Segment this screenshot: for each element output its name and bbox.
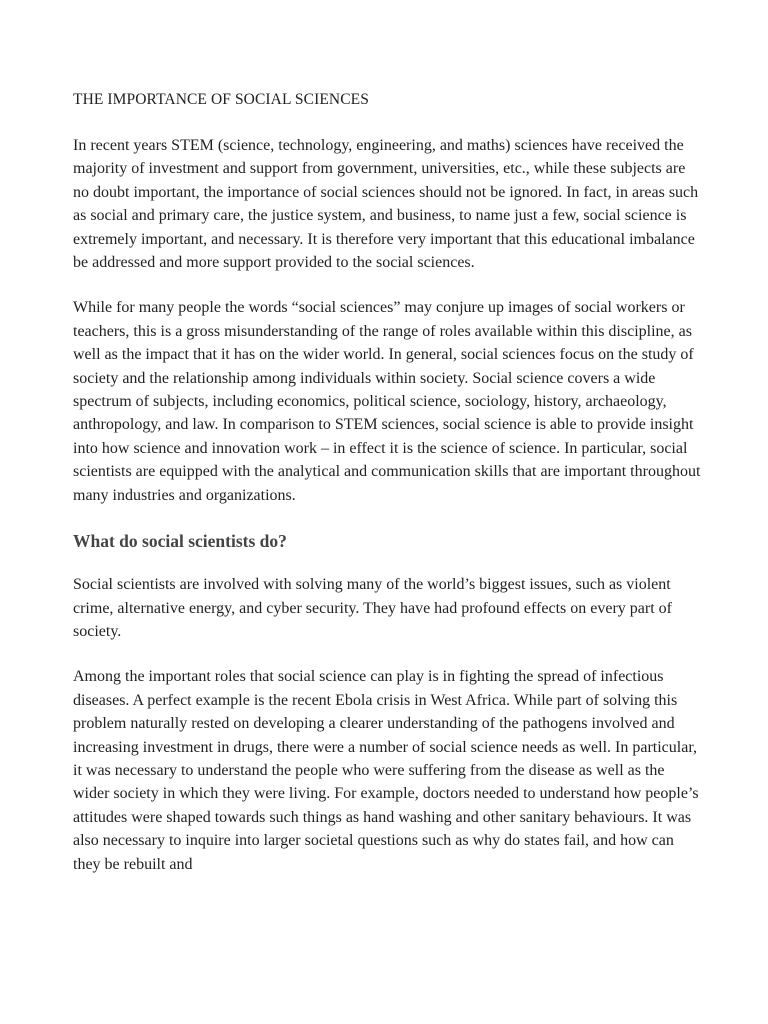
paragraph-world-issues: Social scientists are involved with solving many of the world’s biggest issues, such as violent crime, alternative energy, and cyber security. They have had profound effects on every part of society.: [73, 576, 673, 640]
paragraph-infectious-diseases: Among the important roles that social science can play is in fighting the spread of infectious diseases. A perfect example is the recent Ebola crisis in West Africa. While part of solving this problem naturally rested on developing a clearer understanding of the pathogens involved and increasing investment in drugs, there were a number of social science needs as well. In particular, it was necessary to understand the people who were suffering from the disease as well as the wider society in which they were living. For example, doctors needed to understand how people’s attitudes were shaped towards such things as hand washing and other sanitary behaviours. It was also necessary to inquire into larger societal questions such as why do states fail, and how can they be rebuilt and: [73, 668, 699, 873]
paragraph-social-sciences-scope: While for many people the words “social sciences” may conjure up images of social workers or teachers, this is a gross misunderstanding of the range of roles available within this discipline, as well as the impact that it has on the wider world. In general, social sciences focus on the study of society and the relationship among individuals within society. Social science covers a wide spectrum of subjects, including economics, political science, sociology, history, archaeology, anthropology, and law. In comparison to STEM sciences, social science is able to provide insight into how science and innovation work – in effect it is the science of science. In particular, social scientists are equipped with the analytical and communication skills that are important throughout many industries and organizations.: [73, 299, 701, 504]
document-page: [73, 88, 703, 898]
document-title: THE IMPORTANCE OF SOCIAL SCIENCES: [73, 91, 369, 108]
paragraph-stem-investment: In recent years STEM (science, technology, engineering, and maths) sciences have received the majority of investment and support from government, universities, etc., while these subjects are no doubt important, the importance of social sciences should not be ignored. In fact, in areas such as social and primary care, the justice system, and business, to name just a few, social science is extremely important, and necessary. It is therefore very important that this educational imbalance be addressed and more support provided to the social sciences.: [73, 137, 699, 272]
section-heading: What do social scientists do?: [73, 531, 287, 552]
